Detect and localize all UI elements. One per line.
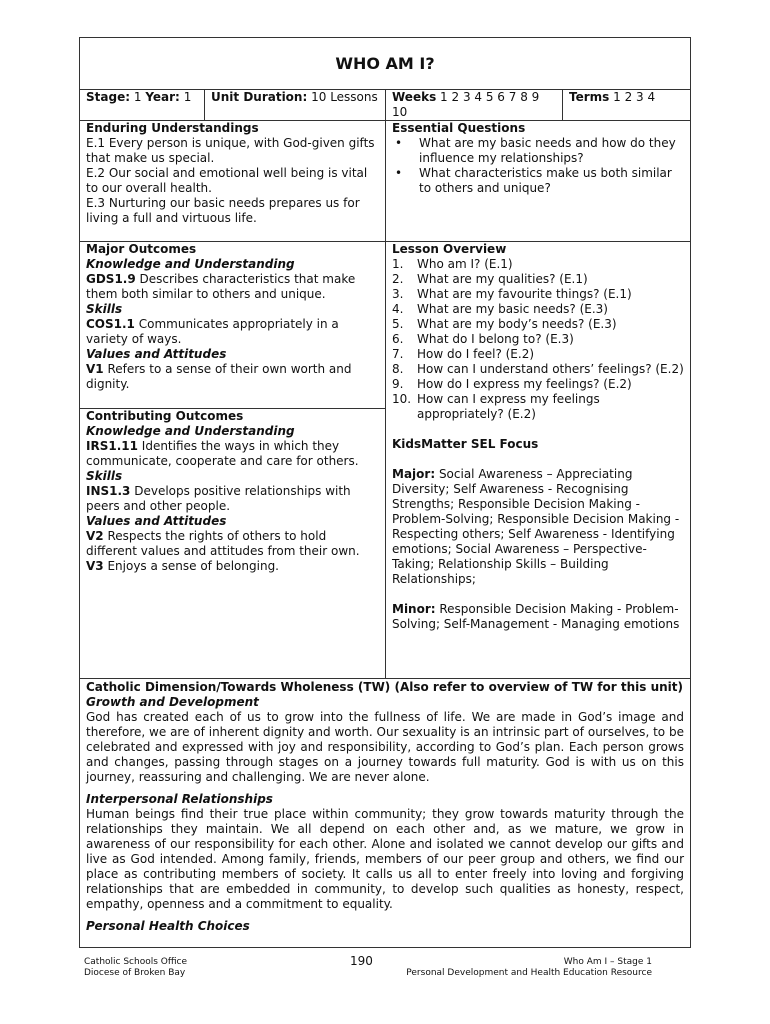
duration-cell [205, 90, 385, 120]
lesson-title: What are my qualities? (E.1) [417, 272, 588, 286]
weeks-cell [386, 90, 562, 120]
sel-major-label: Major: [392, 467, 436, 481]
outcome-code: COS1.1 [86, 317, 135, 331]
section-heading: Lesson Overview [392, 242, 507, 256]
lesson-item [392, 347, 684, 362]
essential-questions [386, 121, 690, 241]
lesson-item [392, 257, 684, 272]
question-item: • What characteristics make us both similar to others and unique? [392, 166, 684, 196]
major-outcomes [80, 242, 385, 408]
lesson-title: Who am I? (E.1) [417, 257, 513, 271]
footer-resource: Personal Development and Health Education Resource [406, 968, 652, 978]
subheading: Skills [86, 302, 123, 316]
lesson-title: How can I express my feelings appropriately? (E.2) [417, 392, 600, 421]
unit-table [79, 37, 691, 948]
stage-value: 1 [133, 90, 142, 104]
lesson-number: 8. [392, 362, 404, 376]
outcome-code: V2 [86, 529, 104, 543]
sel-heading: KidsMatter SEL Focus [392, 437, 539, 451]
lesson-item [392, 302, 684, 317]
lesson-list [392, 257, 684, 422]
outcome [86, 362, 379, 392]
footer-diocese: Diocese of Broken Bay [84, 968, 186, 978]
outcome [86, 439, 379, 469]
enduring-understandings [80, 121, 385, 241]
understanding-item: E.2 Our social and emotional well being is vital to our overall health. [86, 166, 368, 195]
outcome-code: V1 [86, 362, 104, 376]
sel-minor-label: Minor: [392, 602, 436, 616]
outcome-code: V3 [86, 559, 104, 573]
section-heading: Major Outcomes [86, 242, 197, 256]
outcome-text: Refers to a sense of their own worth and dignity. [86, 362, 352, 391]
subheading: Growth and Development [86, 695, 259, 709]
outcome-code: INS1.3 [86, 484, 131, 498]
outcome [86, 529, 379, 559]
lesson-number: 6. [392, 332, 404, 346]
lesson-title: How do I feel? (E.2) [417, 347, 535, 361]
lesson-item [392, 272, 684, 287]
lesson-item [392, 332, 684, 347]
lesson-item [392, 377, 684, 392]
lesson-title: What do I belong to? (E.3) [417, 332, 574, 346]
stage-year-cell [80, 90, 204, 120]
outcome [86, 272, 379, 302]
subheading: Skills [86, 469, 123, 483]
footer-right [406, 957, 652, 979]
outcome [86, 559, 379, 574]
duration-value: 10 Lessons [311, 90, 378, 104]
lesson-title: How do I express my feelings? (E.2) [417, 377, 632, 391]
terms-value: 1 2 3 4 [613, 90, 656, 104]
outcome [86, 484, 379, 514]
question-item: • What are my basic needs and how do they influence my relationships? [392, 136, 684, 166]
outcome-text: Enjoys a sense of belonging. [103, 559, 279, 573]
lesson-title: How can I understand others’ feelings? (E.2) [417, 362, 684, 376]
section-heading: Catholic Dimension/Towards Wholeness (TW) (Also refer to overview of TW for this unit) [86, 680, 683, 694]
understanding-item: E.1 Every person is unique, with God-given gifts that make us special. [86, 136, 375, 165]
lesson-overview [386, 242, 690, 678]
lesson-item [392, 287, 684, 302]
paragraph: God has created each of us to grow into the fullness of life. We are made in God’s image and therefore, we are of inherent dignity and worth. Our sexuality is an intrinsic part of ourselves, to be celebrated and expressed with joy and responsibility, according to God’s plan. Each person grows and changes, passing through stages on a journey towards full maturity. God is with us on this journey, reassuring and challenging. We are never alone. [86, 710, 684, 784]
lesson-number: 4. [392, 302, 404, 316]
page-number: 190 [350, 954, 373, 968]
section-heading: Enduring Understandings [86, 121, 259, 135]
weeks-value: 1 2 3 4 5 6 7 8 9 10 [392, 90, 540, 119]
outcome-text: Identifies the ways in which they communicate, cooperate and care for others. [86, 439, 359, 468]
understanding-item: E.3 Nurturing our basic needs prepares us for living a full and virtuous life. [86, 196, 360, 225]
year-label: Year: [145, 90, 180, 104]
section-heading: Essential Questions [392, 121, 526, 135]
outcome-code: IRS1.11 [86, 439, 138, 453]
lesson-number: 3. [392, 287, 404, 301]
subheading: Personal Health Choices [86, 919, 250, 933]
lesson-number: 5. [392, 317, 404, 331]
paragraph: Human beings find their true place within community; they grow towards maturity through the relationships they maintain. We all depend on each other and, as we mature, we grow in awareness of our responsibility for each other. Alone and isolated we cannot develop our gifts and live as God intended. Among family, friends, members of our peer group and others, we find our place as contributing members of society. It calls us all to enter freely into loving and forgiving relationships that are embedded in community, to develop such qualities as honesty, respect, empathy, openness and a commitment to equality. [86, 807, 684, 911]
page-title: WHO AM I? [335, 54, 435, 73]
outcome-text: Respects the rights of others to hold different values and attitudes from their own. [86, 529, 360, 558]
lesson-item [392, 362, 684, 377]
lesson-number: 10. [392, 392, 412, 406]
subheading: Values and Attitudes [86, 347, 227, 361]
lesson-number: 2. [392, 272, 404, 286]
sel-major [392, 467, 684, 587]
lesson-title: What are my body’s needs? (E.3) [417, 317, 617, 331]
subheading: Knowledge and Understanding [86, 424, 295, 438]
catholic-dimension [80, 679, 690, 947]
lesson-item [392, 392, 684, 422]
subheading: Interpersonal Relationships [86, 792, 273, 806]
sel-minor-text: Responsible Decision Making - Problem-Solving; Self-Management - Managing emotions [392, 602, 680, 631]
outcome [86, 317, 379, 347]
sel-minor [392, 602, 684, 632]
subheading: Knowledge and Understanding [86, 257, 295, 271]
footer-left [84, 957, 187, 979]
terms-cell [563, 90, 690, 120]
stage-label: Stage: [86, 90, 131, 104]
weeks-label: Weeks [392, 90, 437, 104]
footer-unit: Who Am I – Stage 1 [563, 957, 652, 967]
lesson-title: What are my basic needs? (E.3) [417, 302, 608, 316]
lesson-number: 1. [392, 257, 404, 271]
subheading: Values and Attitudes [86, 514, 227, 528]
lesson-number: 9. [392, 377, 404, 391]
contributing-outcomes [80, 409, 385, 678]
outcome-text: Describes characteristics that make them both similar to others and unique. [86, 272, 356, 301]
terms-label: Terms [569, 90, 610, 104]
footer-office: Catholic Schools Office [84, 957, 188, 967]
outcome-code: GDS1.9 [86, 272, 136, 286]
sel-major-text: Social Awareness – Appreciating Diversity; Self Awareness - Recognising Strengths; Responsible Decision Making - Problem-Solving; Responsible Decision Making - Respecting others; Self Awareness - Identifying emotions; Social Awareness – Perspective-Taking; Relationship Skills – Building Relationships; [392, 467, 680, 586]
year-value: 1 [183, 90, 192, 104]
lesson-title: What are my favourite things? (E.1) [417, 287, 632, 301]
section-heading: Contributing Outcomes [86, 409, 244, 423]
lesson-item [392, 317, 684, 332]
duration-label: Unit Duration: [211, 90, 308, 104]
outcome-text: Communicates appropriately in a variety of ways. [86, 317, 339, 346]
outcome-text: Develops positive relationships with peers and other people. [86, 484, 351, 513]
lesson-number: 7. [392, 347, 404, 361]
